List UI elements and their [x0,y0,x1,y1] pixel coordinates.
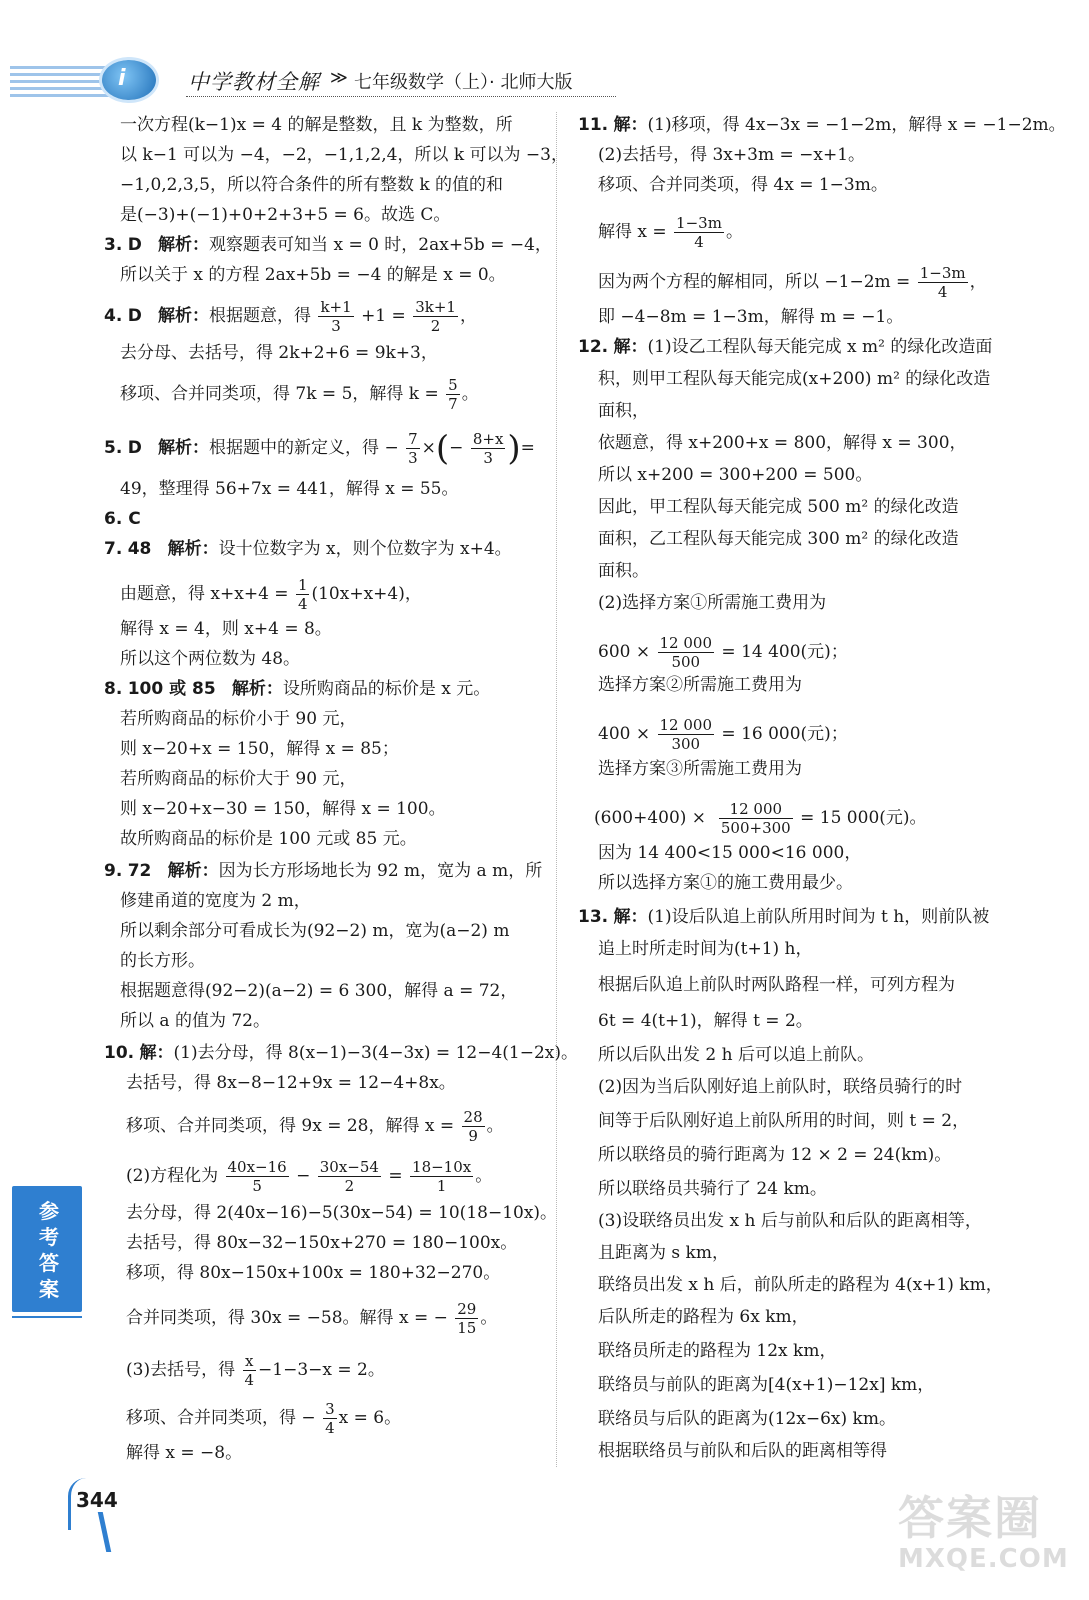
question-number: 13. [578,907,609,927]
answer-line [126,1108,504,1145]
fraction [658,716,715,753]
answer-text: (1)设乙工程队每天能完成 x m² 的绿化改造面 [647,337,993,357]
header-stripes-decoration [10,66,110,98]
denominator: 300 [671,735,701,753]
answer-line: 所以联络员共骑行了 24 km。 [598,1179,827,1199]
answer-line: 所以联络员的骑行距离为 12 × 2 = 24(km)。 [598,1145,952,1165]
answer-line: 根据后队追上前队时两队路程一样，可列方程为 [598,975,955,995]
fraction [455,1300,478,1337]
answer-line: 去括号，得 8x−8−12+9x = 12−4+8x。 [126,1073,456,1093]
answer-line: 去分母、去括号，得 2k+2+6 = 9k+3， [120,343,438,363]
numerator: 5 [448,376,458,394]
answer-line [120,576,422,613]
numerator: 18−10x [412,1158,472,1176]
answer-line: 且距离为 s km， [598,1243,729,1263]
question-11-header [578,114,1066,136]
question-number: 11. [578,115,609,135]
answer-line: 所以关于 x 的方程 2ax+5b = −4 的解是 x = 0。 [120,265,506,285]
answer-text: 合并同类项，得 30x = −58。解得 x = − [126,1308,448,1328]
answer-text: 设十位数字为 x，则个位数字为 x+4。 [218,539,512,559]
answer-text: = [388,1166,403,1186]
answer-line: 的长方形。 [120,951,205,971]
answer-line: 联络员出发 x h 后，前队所走的路程为 4(x+1) km， [598,1275,1003,1295]
answer-text: (1)设后队追上前队所用时间为 t h，则前队被 [647,907,990,927]
answer-line [598,634,848,671]
question-6-answer: 6. C [104,509,141,529]
answer-line: 去分母，得 2(40x−16)−5(30x−54) = 10(18−10x)。 [126,1203,558,1223]
numerator: 30x−54 [319,1158,379,1176]
answer-text: 移项、合并同类项，得 7k = 5，解得 k = [120,384,439,404]
answer-line: 依题意，得 x+200+x = 800，解得 x = 300， [598,433,967,453]
answer-line: 解得 x = −8。 [126,1443,243,1463]
question-9-header [104,860,542,882]
answer-choice: D [127,235,142,255]
chevron-right-icon: ≫ [330,68,348,88]
answer-text: 600 × [598,642,651,662]
answer-text: ， [459,306,477,326]
denominator: 4 [694,233,704,251]
answer-line: 去括号，得 80x−32−150x+270 = 180−100x。 [126,1233,518,1253]
numerator: 3k+1 [415,298,456,316]
answer-line [126,1300,497,1337]
answer-text: 400 × [598,724,651,744]
denominator: 15 [457,1319,477,1337]
question-13-header [578,906,989,928]
answer-line: 所以 a 的值为 72。 [120,1011,270,1031]
question-12-header [578,336,992,358]
page-header [0,0,1089,108]
numerator: 28 [463,1108,483,1126]
denominator: 5 [252,1177,262,1195]
answer-line: 以 k−1 可以为 −4，−2，−1,1,2,4，所以 k 可以为 −3， [120,145,568,165]
answer-line: 故所购商品的标价是 100 元或 85 元。 [120,829,417,849]
answer-line: 后队所走的路程为 6x km， [598,1307,809,1327]
fraction [658,634,715,671]
question-8-header [104,678,490,700]
watermark-url: MXQE.COM [898,1544,1069,1574]
answer-line: 修建甬道的宽度为 2 m， [120,891,311,911]
analysis-label: 解析： [158,306,210,326]
answer-line [598,214,743,251]
answer-text: +1 = [361,306,406,326]
book-subtitle: 七年级数学（上）· 北师大版 [354,72,573,93]
fraction [413,298,458,335]
denominator: 9 [468,1127,478,1145]
numerator: 3 [325,1400,335,1418]
answer-line: 49，整理得 56+7x = 441，解得 x = 55。 [120,479,459,499]
answer-text: 。 [486,1116,504,1136]
fraction [918,264,968,301]
answer-line: 则 x−20+x = 150，解得 x = 85； [120,739,399,759]
answer-text: 设所购商品的标价是 x 元。 [282,679,491,699]
question-10-header [104,1042,578,1064]
answer-text: (10x+x+4)， [311,584,422,604]
answer-text: = 14 400(元)； [721,642,848,662]
answer-choice: 72 [127,861,152,881]
answer-text: x = 6。 [338,1408,402,1428]
answer-text: 观察题表可知当 x = 0 时，2ax+5b = −4， [209,235,552,255]
denominator: 3 [408,449,418,467]
answer-line: 移项，得 80x−150x+100x = 180+32−270。 [126,1263,501,1283]
fraction [243,1352,257,1389]
answer-line: 所以剩余部分可看成长为(92−2) m，宽为(a−2) m [120,921,510,941]
answer-choice: 100 或 85 [127,679,216,699]
answer-line: 根据联络员与前队和后队的距离相等得 [598,1441,887,1461]
analysis-label: 解析： [158,235,210,255]
answer-text: (1)去分母，得 8(x−1)−3(4−3x) = 12−4(1−2x)。 [173,1043,579,1063]
answer-line: 即 −4−8m = 1−3m，解得 m = −1。 [598,307,904,327]
answer-line [126,1158,492,1195]
answer-line: 选择方案②所需施工费用为 [598,675,802,695]
fraction [446,376,460,413]
solution-label: 解： [613,337,648,357]
answer-line: 联络员与前队的距离为[4(x+1)−12x] km， [598,1375,935,1395]
denominator: 3 [483,449,493,467]
answer-text: (1)移项，得 4x−3x = −1−2m，解得 x = −1−2m。 [647,115,1066,135]
answer-line [126,1400,401,1437]
question-7-header [104,538,512,560]
answer-line: 所以选择方案①的施工费用最少。 [598,873,853,893]
question-5-header [104,430,535,467]
question-3-header [104,234,552,256]
numerator: 1−3m [676,214,722,232]
answer-line: 是(−3)+(−1)+0+2+3+5 = 6。故选 C。 [120,205,451,225]
answer-text: = 16 000(元)； [721,724,848,744]
numerator: 12 000 [719,800,793,819]
denominator: 1 [436,1177,447,1195]
fraction [226,1158,289,1195]
fraction [410,1158,473,1195]
fraction [318,298,353,335]
answer-text: 。 [461,384,479,404]
answer-text: 因为长方形场地长为 92 m，宽为 a m，所 [218,861,543,881]
answer-text: 。 [475,1166,493,1186]
question-4-header [104,298,477,335]
answer-line: 所以 x+200 = 300+200 = 500。 [598,465,873,485]
analysis-label: 解析： [167,539,219,559]
answer-line: 联络员所走的路程为 12x km， [598,1341,837,1361]
numerator: 7 [408,430,418,448]
answer-line: 若所购商品的标价大于 90 元， [120,769,357,789]
series-title: 中学教材全解 [188,70,320,94]
numerator: 12 000 [659,716,713,734]
answer-choice: 48 [127,539,152,559]
answer-text: − [449,438,464,458]
denominator: 2 [344,1177,355,1195]
solution-label: 解： [613,115,648,135]
answer-text: 根据题中的新定义，得 − [209,438,399,458]
answer-line [594,800,927,837]
solution-label: 解： [139,1043,174,1063]
question-number: 7. [104,539,123,559]
fraction [462,1108,485,1145]
watermark [898,1482,1068,1582]
question-number: 8. [104,679,123,699]
question-number: 5. [104,438,123,458]
answer-line: (2)选择方案①所需施工费用为 [598,593,827,613]
answer-choice: D [127,306,142,326]
answer-line [120,376,479,413]
answer-text: × [421,438,436,458]
answer-text: 根据题意，得 [209,306,312,326]
answer-line: 面积，乙工程队每天能完成 300 m² 的绿化改造 [598,529,959,549]
answer-text: ， [969,272,987,292]
right-paren: ) [507,428,521,469]
numerator: 8+x [472,430,504,448]
answer-choice: D [127,438,142,458]
answer-text: (3)去括号，得 [126,1360,236,1380]
answer-line: 解得 x = 4，则 x+4 = 8。 [120,619,332,639]
question-number: 9. [104,861,123,881]
question-number: 4. [104,306,123,326]
answer-line [598,716,848,753]
section-side-tab-label: 参考答案 [39,1199,59,1301]
side-tab-rule [12,1316,82,1318]
analysis-label: 解析： [158,438,210,458]
page-number: 344 [76,1488,118,1512]
answer-line: 移项、合并同类项，得 4x = 1−3m。 [598,175,888,195]
question-number: 12. [578,337,609,357]
question-number: 3. [104,235,123,255]
fraction [471,430,506,467]
answer-text: (600+400) × [594,808,707,828]
answer-line [598,264,987,301]
question-number: 10. [104,1043,135,1063]
answer-line: 则 x−20+x−30 = 150，解得 x = 100。 [120,799,446,819]
answer-text: 移项、合并同类项，得 9x = 28，解得 x = [126,1116,455,1136]
denominator: 4 [325,1419,335,1437]
answer-text: 。 [725,222,743,242]
watermark-logo-text: 答案圈 [898,1491,1042,1545]
numerator: k+1 [320,298,352,316]
denominator: 500+300 [720,819,791,837]
answer-text: −1−3−x = 2。 [258,1360,385,1380]
answer-line: 面积， [598,401,649,421]
answer-line: 面积。 [598,561,649,581]
answer-line: 6t = 4(t+1)，解得 t = 2。 [598,1011,813,1031]
answer-text: 由题意，得 x+x+4 = [120,584,289,604]
denominator: 4 [244,1371,255,1389]
answer-text: 解得 x = [598,222,667,242]
answer-line: 因此，甲工程队每天能完成 500 m² 的绿化改造 [598,497,959,517]
column-divider [556,112,557,1467]
answer-text: = [520,438,535,458]
answer-line: 若所购商品的标价小于 90 元， [120,709,357,729]
answer-line: 所以这个两位数为 48。 [120,649,301,669]
answer-line: 联络员与后队的距离为(12x−6x) km。 [598,1409,896,1429]
answer-line: 一次方程(k−1)x = 4 的解是整数，且 k 为整数，所 [120,115,513,135]
numerator: 29 [457,1300,477,1318]
answer-line: (2)去括号，得 3x+3m = −x+1。 [598,145,866,165]
fraction [296,576,310,613]
answer-text: 移项、合并同类项，得 − [126,1408,316,1428]
answer-line: 选择方案③所需施工费用为 [598,759,802,779]
answer-line [126,1352,385,1389]
denominator: 4 [937,283,948,301]
answer-line: 根据题意得(92−2)(a−2) = 6 300，解得 a = 72， [120,981,518,1001]
answer-line: 因为 14 400<15 000<16 000， [598,843,862,863]
left-paren: ( [435,428,450,469]
fraction [323,1400,337,1437]
fraction [406,430,420,467]
fraction [318,1158,381,1195]
answer-text: − [296,1166,311,1186]
answer-line: 所以后队出发 2 h 后可以追上前队。 [598,1045,874,1065]
numerator: x [243,1352,257,1371]
numerator: 40x−16 [227,1158,287,1176]
answer-line: 间等于后队刚好追上前队所用的时间，则 t = 2， [598,1111,970,1131]
answer-line: (3)设联络员出发 x h 后与前队和后队的距离相等， [598,1211,982,1231]
denominator: 2 [430,317,441,335]
answer-text: = 15 000(元)。 [800,808,927,828]
numerator: 1−3m [919,264,966,282]
solution-label: 解： [613,907,648,927]
numerator: 12 000 [659,634,713,652]
answer-text: 。 [480,1308,498,1328]
numerator: 1 [297,576,308,594]
denominator: 500 [671,653,701,671]
answer-text: (2)方程化为 [126,1166,219,1186]
book-logo-icon: i [102,60,156,100]
answer-line: 追上时所走时间为(t+1) h， [598,939,813,959]
fraction [719,800,793,837]
denominator: 7 [448,395,458,413]
analysis-label: 解析： [231,679,283,699]
analysis-label: 解析： [167,861,219,881]
fraction [674,214,724,251]
denominator: 4 [297,595,308,613]
answer-line: (2)因为当后队刚好追上前队时，联络员骑行的时 [598,1077,963,1097]
header-rule [186,96,616,97]
denominator: 3 [331,317,341,335]
answer-line: −1,0,2,3,5，所以符合条件的所有整数 k 的值的和 [120,175,504,195]
answer-text: 因为两个方程的解相同，所以 −1−2m = [598,272,911,292]
answer-line: 积，则甲工程队每天能完成(x+200) m² 的绿化改造 [598,369,991,389]
